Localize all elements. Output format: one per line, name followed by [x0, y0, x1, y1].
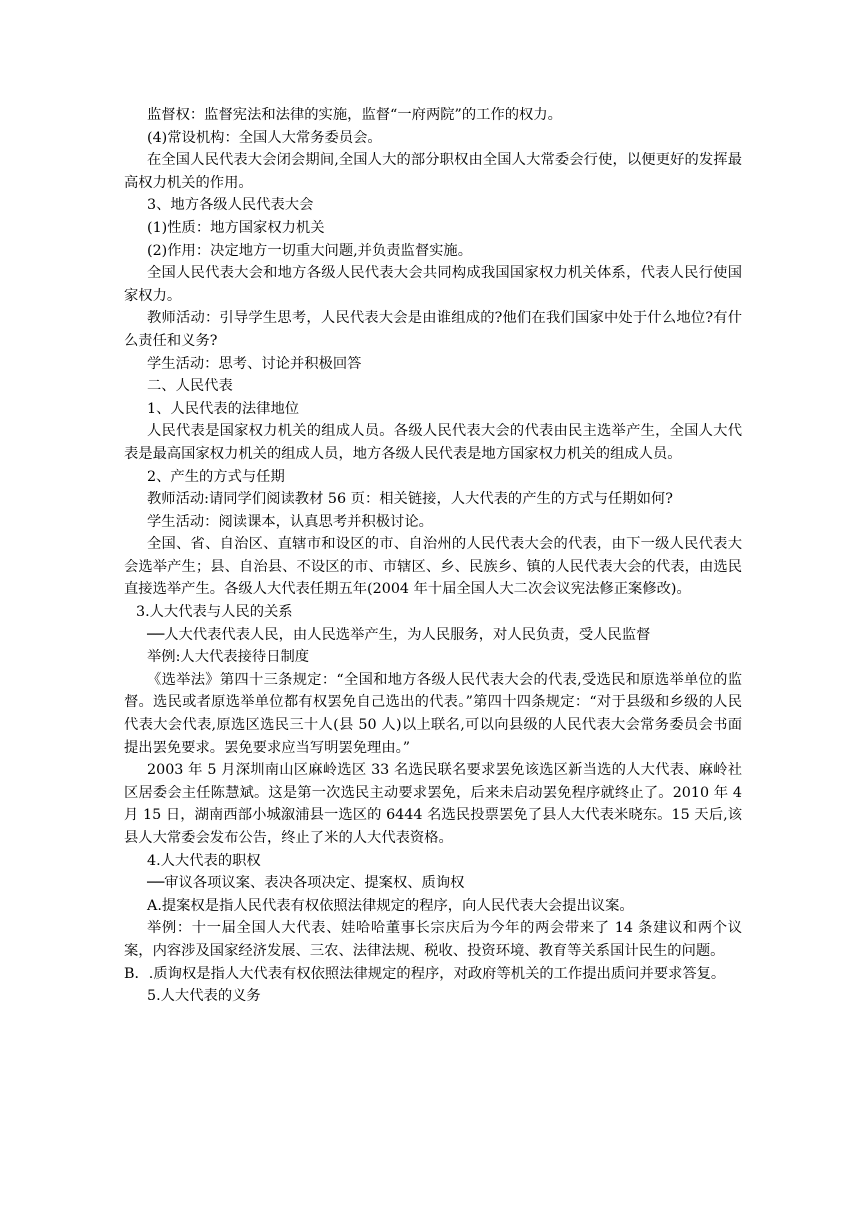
- document-body: [124, 104, 742, 1008]
- subsection-heading: 5.人大代表的义务: [147, 988, 261, 1005]
- paragraph: 3、地方各级人民代表大会: [147, 197, 314, 214]
- paragraph: ──审议各项议案、表决各项决定、提案权、质询权: [147, 875, 465, 892]
- paragraph: 全国人民代表大会和地方各级人民代表大会共同构成我国国家权力机关体系，代表人民行使国家权力。: [124, 265, 742, 304]
- paragraph: 在全国人民代表大会闭会期间,全国人大的部分职权由全国人大常委会行使，以便更好的发挥最高权力机关的作用。: [124, 152, 742, 191]
- subsection-heading: 2、产生的方式与任期: [147, 468, 285, 485]
- paragraph: B．.质询权是指人大代表有权依照法律规定的程序，对政府等机关的工作提出质问并要求答复。: [124, 965, 726, 982]
- paragraph: 学生活动：阅读课本，认真思考并积极讨论。: [147, 513, 433, 530]
- paragraph: 举例:人大代表接待日制度: [147, 649, 310, 666]
- paragraph: 人民代表是国家权力机关的组成人员。各级人民代表大会的代表由民主选举产生，全国人大代表是最高国家权力机关的组成人员，地方各级人民代表是地方国家权力机关的组成人员。: [124, 423, 742, 462]
- paragraph: 教师活动：引导学生思考，人民代表大会是由谁组成的?他们在我们国家中处于什么地位?有什么责任和义务?: [124, 310, 742, 349]
- paragraph: 全国、省、自治区、直辖市和设区的市、自治州的人民代表大会的代表，由下一级人民代表大会选举产生；县、自治县、不设区的市、市辖区、乡、民族乡、镇的人民代表大会的代表，由选民直接选举产生。各级人大代表任期五年(2004 年十届全国人大二次会议宪法修正案修改)。: [124, 536, 742, 598]
- section-heading: 二、人民代表: [147, 378, 233, 395]
- paragraph: (4)常设机构：全国人大常务委员会。: [147, 129, 382, 146]
- paragraph: 2003 年 5 月深圳南山区麻岭选区 33 名选民联名要求罢免该选区新当选的人大代表、麻岭社区居委会主任陈慧斌。这是第一次选民主动要求罢免，后来未启动罢免程序就终止了。2010 年 4 月 15 日，湖南西部小城溆浦县一选区的 6444 名选民投票罢免了县人大代表米晓东。15 天后,该县人大常委会发布公告，终止了米的人大代表资格。: [124, 762, 742, 846]
- paragraph: 监督权：监督宪法和法律的实施，监督“一府两院”的工作的权力。: [147, 107, 562, 123]
- paragraph: 学生活动：思考、讨论并积极回答: [147, 355, 362, 372]
- subsection-heading: 3.人大代表与人民的关系: [136, 604, 293, 621]
- paragraph: (1)性质：地方国家权力机关: [147, 219, 325, 236]
- subsection-heading: 1、人民代表的法律地位: [147, 400, 300, 417]
- paragraph: 举例：十一届全国人大代表、娃哈哈董事长宗庆后为今年的两会带来了 14 条建议和两个议案，内容涉及国家经济发展、三农、法律法规、税收、投资环境、教育等关系国计民生的问题。: [124, 920, 742, 959]
- paragraph: ──人大代表代表人民，由人民选举产生，为人民服务，对人民负责，受人民监督: [147, 626, 651, 643]
- subsection-heading: 4.人大代表的职权: [147, 852, 261, 869]
- paragraph: 教师活动:请同学们阅读教材 56 页：相关链接，人大代表的产生的方式与任期如何?: [147, 491, 673, 508]
- paragraph: 《选举法》第四十三条规定：“全国和地方各级人民代表大会的代表,受选民和原选举单位的监督。选民或者原选举单位都有权罢免自己选出的代表。”第四十四条规定：“对于县级和乡级的人民代表大会代表,原选区选民三十人(县 50 人)以上联名,可以向县级的人民代表大会常务委员会书面提出罢免要求。罢免要求应当写明罢免理由。”: [124, 671, 742, 756]
- paragraph: A.提案权是指人民代表有权依照法律规定的程序，向人民代表大会提出议案。: [147, 897, 634, 914]
- paragraph: (2)作用：决定地方一切重大问题,并负责监督实施。: [147, 242, 473, 259]
